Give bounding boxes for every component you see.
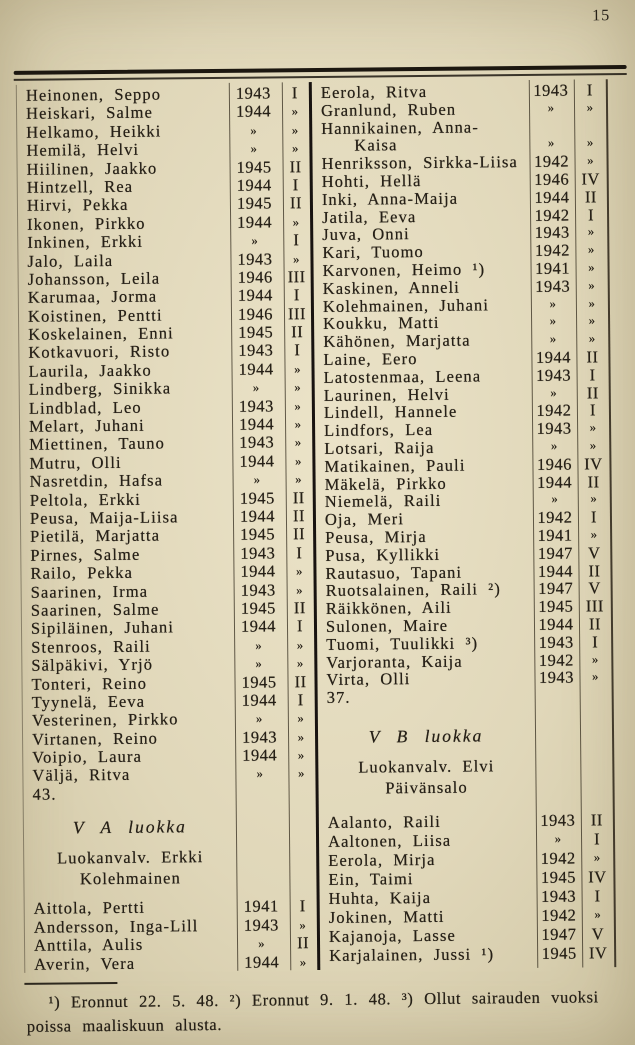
pupil-name: Ein, Taimi [328, 868, 414, 889]
class-mark: II [289, 156, 302, 176]
entry-year: 1946 [536, 454, 573, 474]
pupil-row [25, 953, 318, 974]
entry-year: 1943 [536, 365, 572, 385]
pupil-name: Kaisa [354, 135, 398, 156]
entry-year: » [549, 314, 557, 329]
class-mark: » [291, 122, 299, 138]
entry-year: 1941 [534, 258, 571, 278]
class-mark: » [291, 104, 299, 119]
pupil-name: Koukku, Matti [323, 313, 440, 334]
pupil-name: Sipiläinen, Juhani [30, 617, 175, 639]
entry-year: 1946 [237, 267, 273, 287]
pupil-name: Rautasuo, Tapani [325, 562, 463, 583]
entry-year: 1942 [536, 400, 572, 421]
entry-year: 1944 [239, 506, 276, 526]
pupil-name: Johansson, Leila [27, 268, 161, 289]
pupil-name: Averin, Vera [34, 953, 136, 974]
entry-year: 1944 [240, 616, 277, 637]
class-mark: » [589, 438, 597, 453]
class-mark: » [295, 472, 303, 487]
pupil-name: Helkamo, Heikki [26, 121, 162, 142]
entry-year: 1944 [237, 285, 273, 306]
pupil-name: Stenroos, Raili [31, 636, 151, 657]
entry-year: » [258, 936, 265, 951]
entry-year: » [255, 656, 263, 671]
left-pupil-list [17, 84, 317, 804]
entry-year: 1943 [538, 667, 575, 688]
pupil-name: Saarinen, Irma [30, 581, 149, 602]
class-mark [287, 783, 317, 802]
page-number: 15 [592, 7, 611, 25]
entry-year: 1943 [536, 418, 572, 439]
section-heading-va: V A luokka [72, 816, 187, 838]
class-mark: I [294, 340, 301, 360]
pupil-name: Granlund, Ruben [320, 99, 457, 120]
pupil-name: Nasretdin, Hafsa [29, 470, 164, 491]
entry-year: » [549, 296, 557, 311]
entry-year: 1945 [239, 488, 275, 508]
class-mark: » [294, 453, 302, 469]
pupil-name: Saarinen, Salme [30, 599, 160, 620]
footnote-separator-rule [24, 982, 117, 985]
class-mark: » [297, 729, 305, 744]
supervisor-line: Luokanvalv. Elvi [358, 756, 495, 777]
class-mark: II [293, 598, 306, 618]
pupil-name: Hannikainen, Anna- [321, 117, 479, 138]
pupil-name: Lindberg, Sinikka [28, 378, 172, 400]
class-mark: » [590, 527, 598, 542]
entry-year: 1944 [535, 347, 572, 367]
pupil-name: Räikkönen, Aili [325, 597, 452, 619]
class-mark: » [588, 295, 596, 310]
entry-year: 1943 [534, 222, 570, 243]
class-mark: III [585, 596, 604, 616]
class-mark: I [299, 896, 306, 916]
entry-year: » [250, 141, 258, 156]
pupil-name: Karvonen, Heimo ¹) [322, 259, 486, 280]
section-heading-vb: V B luokka [368, 725, 484, 747]
class-mark: » [294, 398, 302, 413]
pupil-name: Laurila, Jaakko [28, 360, 152, 381]
entry-year: 1943 [238, 340, 274, 361]
class-mark: II [588, 560, 601, 580]
supervisor-line: Päivänsalo [385, 777, 468, 798]
pupil-name: Melart, Juhani [28, 415, 145, 436]
pupil-name: Pusa, Kyllikki [325, 544, 441, 565]
entry-year: 1943 [243, 915, 279, 935]
pupil-name: Railo, Pekka [30, 562, 134, 583]
pupil-name: 43. [32, 784, 57, 804]
entry-year: 1944 [239, 451, 275, 471]
class-mark: II [296, 933, 310, 953]
entry-year: 1943 [238, 396, 274, 416]
entry-year: » [547, 100, 555, 115]
entry-year: 1944 [537, 561, 574, 581]
pupil-name: Kolehmainen, Juhani [322, 294, 490, 316]
left-table-half [17, 84, 319, 974]
entry-year: 1947 [541, 924, 577, 944]
entry-year: 1944 [538, 614, 574, 634]
class-mark: V [591, 924, 605, 944]
pupil-name: Sulonen, Maire [325, 615, 449, 636]
entry-year: » [551, 492, 559, 507]
pupil-name: Virtanen, Reino [31, 728, 159, 749]
entry-year: 1945 [540, 867, 577, 887]
class-mark: I [589, 365, 596, 385]
class-mark: I [586, 80, 593, 100]
pupil-count-row [318, 686, 612, 707]
pupil-name: Koskelainen, Enni [28, 323, 174, 344]
entry-year: 1942 [534, 240, 570, 261]
entry-year: 1943 [541, 886, 577, 906]
entry-year: 1944 [237, 212, 273, 232]
pupil-name: Andersson, Inga-Lill [33, 915, 199, 937]
entry-year [234, 783, 287, 802]
entry-year: 1943 [538, 632, 574, 652]
pupil-name: Väljä, Ritva [32, 765, 131, 786]
pupil-name: Heiskari, Salme [25, 102, 154, 124]
pupil-name: Matikainen, Pauli [324, 455, 466, 476]
class-mark: I [587, 204, 595, 224]
pupil-name: Aalanto, Raili [327, 811, 441, 832]
pupil-name: Jokinen, Matti [328, 906, 445, 927]
right-table-half [312, 81, 614, 965]
class-mark: II [590, 810, 603, 830]
entry-year: 1945 [541, 943, 577, 963]
pupil-name: Koistinen, Pentti [27, 305, 163, 326]
class-supervisor-vb [318, 755, 534, 799]
pupil-name: Tyynelä, Eeva [31, 691, 146, 712]
va-pupil-list [25, 897, 319, 974]
pupil-name: Henriksson, Sirkka-Liisa [321, 152, 519, 174]
pupil-name: Peltola, Erkki [29, 489, 141, 510]
entry-year: 1945 [236, 156, 272, 177]
class-mark: I [293, 230, 300, 250]
pupil-name: Mäkelä, Pirkko [324, 473, 447, 494]
pupil-name: Aaltonen, Liisa [327, 830, 452, 851]
entry-year: 1942 [540, 848, 576, 868]
pupil-name: Tonteri, Reino [31, 673, 148, 694]
pupil-name: Kajanoja, Lasse [328, 925, 456, 946]
pupil-name: Hohti, Hellä [321, 170, 422, 191]
entry-year: 1945 [241, 671, 277, 692]
entry-year: 1944 [534, 187, 570, 207]
entry-year: » [255, 711, 263, 726]
class-mark: » [297, 748, 305, 763]
class-mark: II [587, 471, 600, 491]
class-mark: » [588, 331, 596, 346]
pupil-name: Varjoranta, Kaija [326, 651, 463, 672]
entry-year: 1941 [537, 525, 573, 545]
supervisor-line: Kolehmainen [79, 868, 181, 889]
pupil-name: Inki, Anna-Maija [321, 188, 459, 209]
entry-year: 1943 [240, 579, 276, 600]
entry-year: 1942 [538, 650, 574, 670]
pupil-name: Karjalainen, Jussi ¹) [329, 944, 495, 965]
class-mark: » [589, 420, 597, 435]
pupil-name: Kari, Tuomo [322, 242, 424, 263]
pupil-name: Laurinen, Helvi [323, 384, 450, 405]
class-mark: II [586, 347, 599, 367]
vb-pupil-list [319, 810, 614, 965]
entry-year: » [256, 766, 264, 782]
pupil-name: Hintzell, Rea [26, 176, 134, 197]
class-mark: » [294, 362, 301, 377]
class-mark: » [299, 954, 307, 969]
pupil-name: Hirvi, Pekka [26, 195, 129, 216]
pupil-name: Ruotsalainen, Raili ²) [325, 579, 501, 601]
class-mark: IV [584, 453, 603, 474]
class-mark: IV [588, 867, 607, 887]
footnote-line: ¹) Eronnut 22. 5. 48. ²) Eronnut 9. 1. 48. ³) Ollut sairauden vuoksi [48, 987, 599, 1012]
class-mark: » [588, 260, 596, 275]
pupil-name: Juva, Onni [322, 224, 410, 245]
footnote-line: poissa maaliskuun alusta. [26, 1014, 223, 1036]
class-mark: I [593, 829, 601, 849]
entry-year: 1941 [243, 896, 279, 916]
class-mark: V [587, 543, 601, 563]
class-mark: » [296, 656, 304, 671]
pupil-name: Tuomi, Tuulikki ³) [326, 633, 479, 654]
entry-year: 1944 [238, 359, 274, 379]
entry-year: 1944 [240, 561, 276, 581]
class-mark: » [294, 417, 302, 432]
class-mark: » [296, 582, 304, 597]
entry-year: 1945 [240, 598, 276, 618]
class-mark [574, 117, 606, 135]
class-mark: » [592, 669, 599, 684]
entry-year: 1944 [238, 414, 275, 434]
pupil-name: Heinonen, Seppo [25, 84, 162, 105]
class-mark: » [594, 907, 602, 922]
entry-year: » [547, 136, 555, 151]
class-mark: I [296, 616, 304, 636]
class-mark: II [588, 614, 602, 634]
pupil-name: Sälpäkivi, Yrjö [31, 654, 154, 675]
class-mark: II [289, 193, 303, 213]
class-mark: II [292, 506, 306, 526]
pupil-name: Niemelä, Raili [324, 491, 442, 512]
pupil-name: Lotsari, Raija [324, 437, 435, 458]
entry-year: » [252, 380, 260, 395]
pupil-name: Mutru, Olli [29, 452, 122, 473]
entry-year: 1943 [241, 727, 278, 747]
class-mark: I [594, 886, 601, 906]
class-mark: I [293, 285, 300, 305]
class-mark: I [592, 632, 599, 652]
entry-year: 1943 [540, 810, 576, 830]
pupil-name: Karumaa, Jorma [27, 286, 158, 308]
entry-year: 1943 [535, 276, 571, 296]
class-mark: » [591, 651, 599, 666]
entry-year: 1945 [236, 193, 273, 214]
entry-year: 1944 [235, 101, 272, 122]
pupil-count-row [24, 783, 317, 804]
class-mark: » [297, 766, 305, 781]
class-mark: I [297, 690, 304, 710]
entry-year: 1944 [537, 472, 573, 492]
entry-year: 1942 [541, 905, 577, 925]
entry-year: 1944 [236, 175, 272, 195]
table-top-rule-thin [14, 73, 627, 81]
class-mark: II [584, 187, 597, 207]
class-mark: I [296, 542, 303, 562]
entry-year: 1946 [237, 304, 274, 324]
class-mark: II [292, 487, 305, 507]
entry-year: » [255, 638, 263, 653]
entry-year: 1943 [240, 543, 276, 563]
pupil-name: Peusa, Maija-Liisa [29, 507, 179, 528]
entry-year [528, 117, 574, 135]
entry-year: 1947 [538, 578, 574, 599]
class-mark: II [294, 671, 307, 691]
pupil-name: Laine, Eero [323, 348, 418, 369]
entry-year: 1947 [537, 543, 573, 563]
class-mark: III [287, 303, 307, 323]
class-mark: » [299, 917, 307, 932]
class-mark: » [293, 251, 300, 266]
class-mark: » [294, 435, 302, 450]
entry-year: 1943 [239, 432, 275, 453]
right-pupil-list [312, 81, 612, 707]
entry-year: 1942 [537, 507, 573, 528]
supervisor-line: Luokanvalv. Erkki [56, 847, 204, 868]
entry-year: 1943 [235, 83, 271, 103]
entry-year: » [253, 472, 261, 487]
class-mark: » [587, 242, 595, 257]
class-mark: » [587, 153, 594, 168]
class-mark: II [586, 382, 599, 402]
class-mark: » [296, 564, 303, 579]
entry-year: » [549, 331, 557, 346]
entry-year: » [550, 438, 558, 453]
entry-year: » [554, 831, 562, 846]
entry-year: » [550, 385, 558, 400]
entry-year: 1943 [533, 80, 569, 100]
pupil-name: Vesterinen, Pirkko [31, 709, 179, 731]
pupil-name: Huhta, Kaija [328, 887, 432, 908]
footnote [26, 985, 624, 1039]
class-mark: I [292, 175, 299, 195]
pupil-name: Miettinen, Tauno [29, 433, 166, 455]
pupil-name: Inkinen, Erkki [27, 231, 144, 252]
entry-year: 1942 [533, 151, 570, 172]
pupil-name: Oja, Meri [324, 509, 405, 530]
class-mark: » [292, 214, 300, 229]
pupil-name: Eerola, Mirja [328, 849, 436, 870]
class-mark: » [586, 100, 594, 115]
class-mark: V [588, 578, 601, 598]
class-mark: II [291, 322, 304, 342]
class-mark: » [586, 135, 594, 150]
class-mark: IV [588, 943, 608, 963]
class-mark: » [593, 850, 601, 865]
class-mark [580, 686, 612, 704]
pupil-name: Pietilä, Marjatta [30, 525, 161, 547]
class-supervisor-va [24, 846, 236, 890]
pupil-name: Lindell, Hannele [323, 401, 458, 423]
pupil-name: Jatila, Eeva [321, 206, 417, 227]
pupil-name: Kaskinen, Anneli [322, 277, 461, 298]
entry-year: » [250, 123, 258, 138]
pupil-row [320, 943, 614, 965]
pupil-name: Lindfors, Lea [324, 420, 434, 441]
class-mark: » [588, 313, 596, 328]
pupil-name: Hiilinen, Jaakko [26, 158, 158, 179]
pupil-name: Hemilä, Helvi [26, 139, 140, 160]
entry-year: 1942 [534, 205, 570, 225]
pupil-name: Kotkavuori, Risto [28, 341, 171, 363]
class-mark: I [589, 400, 597, 420]
entry-year: 1945 [538, 596, 574, 616]
entry-year: 1944 [241, 690, 277, 710]
pupil-name: 37. [326, 687, 351, 708]
pupil-name: Latostenmaa, Leena [323, 366, 482, 387]
pupil-name: Lindblad, Leo [28, 397, 142, 418]
entry-year: 1945 [240, 524, 276, 545]
entry-year: 1946 [534, 169, 570, 189]
pupil-name: Pirnes, Salme [30, 544, 141, 565]
pupil-name: Peusa, Mirja [325, 526, 427, 547]
pupil-name: Virta, Olli [326, 669, 411, 690]
pupil-name: Aittola, Pertti [33, 897, 146, 918]
class-mark: IV [581, 169, 601, 189]
class-mark: III [287, 267, 306, 287]
pupil-name: Voipio, Laura [32, 746, 143, 767]
class-mark: » [296, 637, 304, 652]
class-mark: » [294, 380, 302, 395]
pupil-name: Eerola, Ritva [320, 81, 428, 102]
class-mark: » [291, 141, 299, 156]
class-mark: I [590, 507, 598, 527]
entry-year: 1945 [238, 322, 274, 342]
class-mark: » [590, 491, 598, 506]
class-mark: II [293, 524, 306, 544]
pupil-name: Ikonen, Pirkko [27, 213, 146, 234]
class-mark: » [588, 278, 596, 293]
pupil-name: Anttila, Aulis [33, 934, 144, 955]
entry-year [534, 687, 580, 705]
entry-year: 1944 [244, 952, 280, 972]
class-mark: » [587, 224, 595, 239]
class-mark: » [297, 711, 305, 726]
class-mark: I [291, 83, 298, 103]
pupil-name: Jalo, Laila [27, 250, 114, 271]
entry-year: 1944 [242, 745, 278, 765]
pupil-name: Kähönen, Marjatta [323, 330, 471, 352]
entry-year: » [251, 233, 259, 248]
entry-year: 1943 [237, 248, 273, 269]
